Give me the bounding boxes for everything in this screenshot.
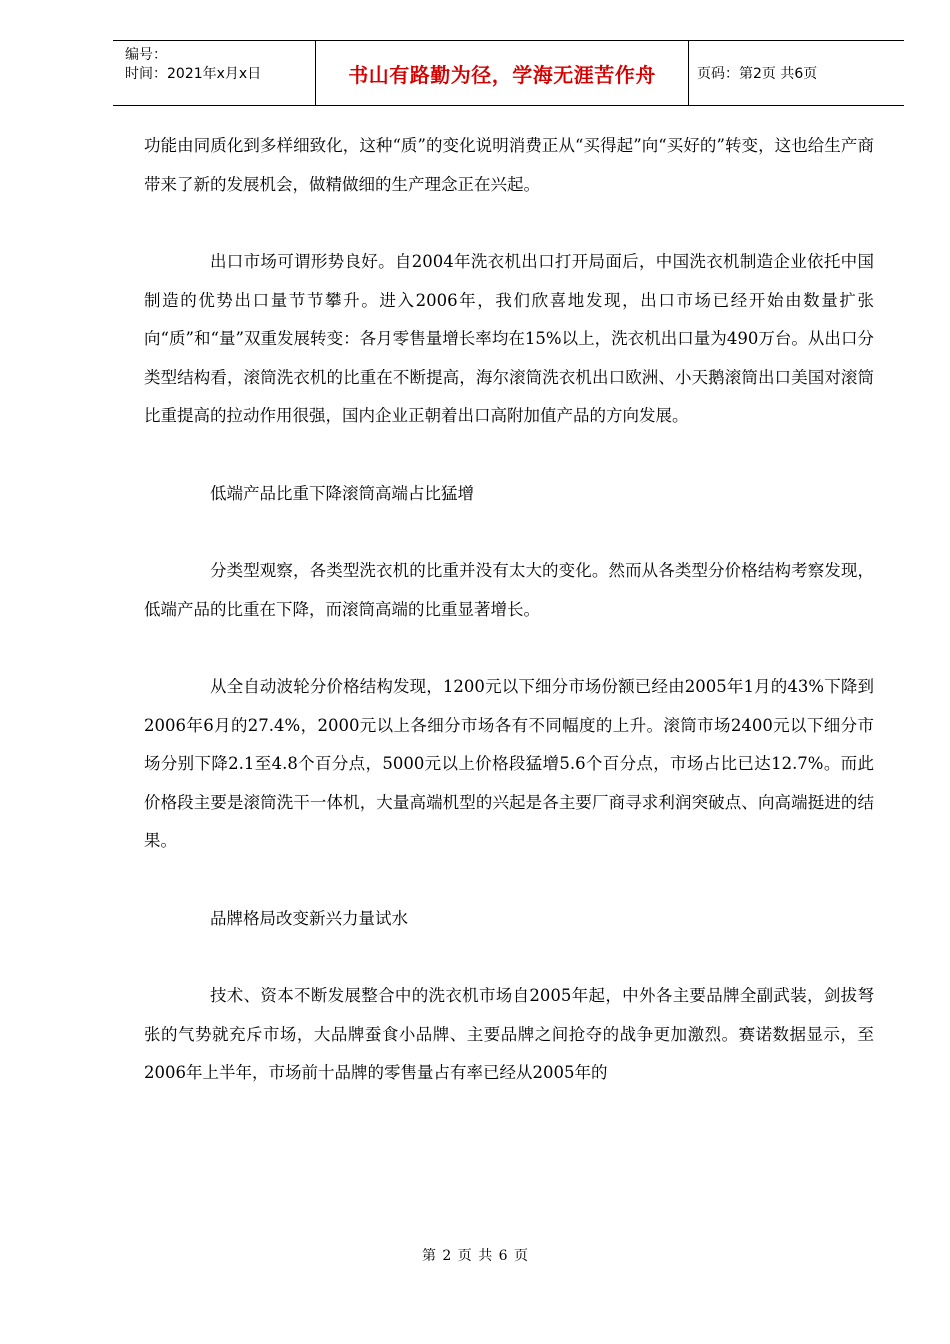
paragraph-export-market: 出口市场可谓形势良好。自2004年洗衣机出口打开局面后，中国洗衣机制造企业依托中国制造的优势出口量节节攀升。进入2006年，我们欣喜地发现，出口市场已经开始由数量扩张向“质”和“量”双重发展转变：各月零售量增长率均在15%以上，洗衣机出口量为490万台。从出口分类型结构看，滚筒洗衣机的比重在不断提高，海尔滚筒洗衣机出口欧洲、小天鹅滚筒出口美国对滚筒比重提高的拉动作用很强，国内企业正朝着出口高附加值产品的方向发展。 (144, 252, 874, 425)
header-page-info (689, 41, 904, 105)
page-footer: 第 2 页 共 6 页 (421, 1248, 529, 1264)
paragraph-brand-landscape: 技术、资本不断发展整合中的洗衣机市场自2005年起，中外各主要品牌全副武装，剑拔弩张的气势就充斥市场，大品牌蚕食小品牌、主要品牌之间抢夺的战争更加激烈。赛诺数据显示，至2006年上半年，市场前十品牌的零售量占有率已经从2005年的 (144, 986, 874, 1082)
document-body (144, 127, 874, 1132)
header-meta (113, 41, 316, 105)
paragraph-continuation: 功能由同质化到多样细致化，这种“质”的变化说明消费正从“买得起”向“买好的”转变，这也给生产商带来了新的发展机会，做精做细的生产理念正在兴起。 (144, 136, 874, 194)
document-number-label: 编号： (125, 47, 167, 63)
header-motto (316, 41, 689, 105)
page-info-text: 页码：第2页 共6页 (697, 66, 818, 82)
document-time-label: 时间：2021年x月x日 (125, 66, 262, 82)
section-heading-brand: 品牌格局改变新兴力量试水 (210, 908, 408, 928)
paragraph-price-structure: 从全自动波轮分价格结构发现，1200元以下细分市场份额已经由2005年1月的43%下降到2006年6月的27.4%，2000元以上各细分市场各有不同幅度的上升。滚筒市场2400元以下细分市场分别下降2.1至4.8个百分点，5000元以上价格段猛增5.6个百分点，市场占比已达12.7%。而此价格段主要是滚筒洗干一体机，大量高端机型的兴起是各主要厂商寻求利润突破点、向高端挺进的结果。 (144, 677, 874, 850)
page-header (113, 40, 904, 106)
paragraph-category-observation: 分类型观察，各类型洗衣机的比重并没有太大的变化。然而从各类型分价格结构考察发现，低端产品的比重在下降，而滚筒高端的比重显著增长。 (144, 561, 874, 619)
section-heading-low-end: 低端产品比重下降滚筒高端占比猛增 (210, 483, 474, 503)
motto-text: 书山有路勤为径，学海无涯苦作舟 (348, 62, 656, 87)
